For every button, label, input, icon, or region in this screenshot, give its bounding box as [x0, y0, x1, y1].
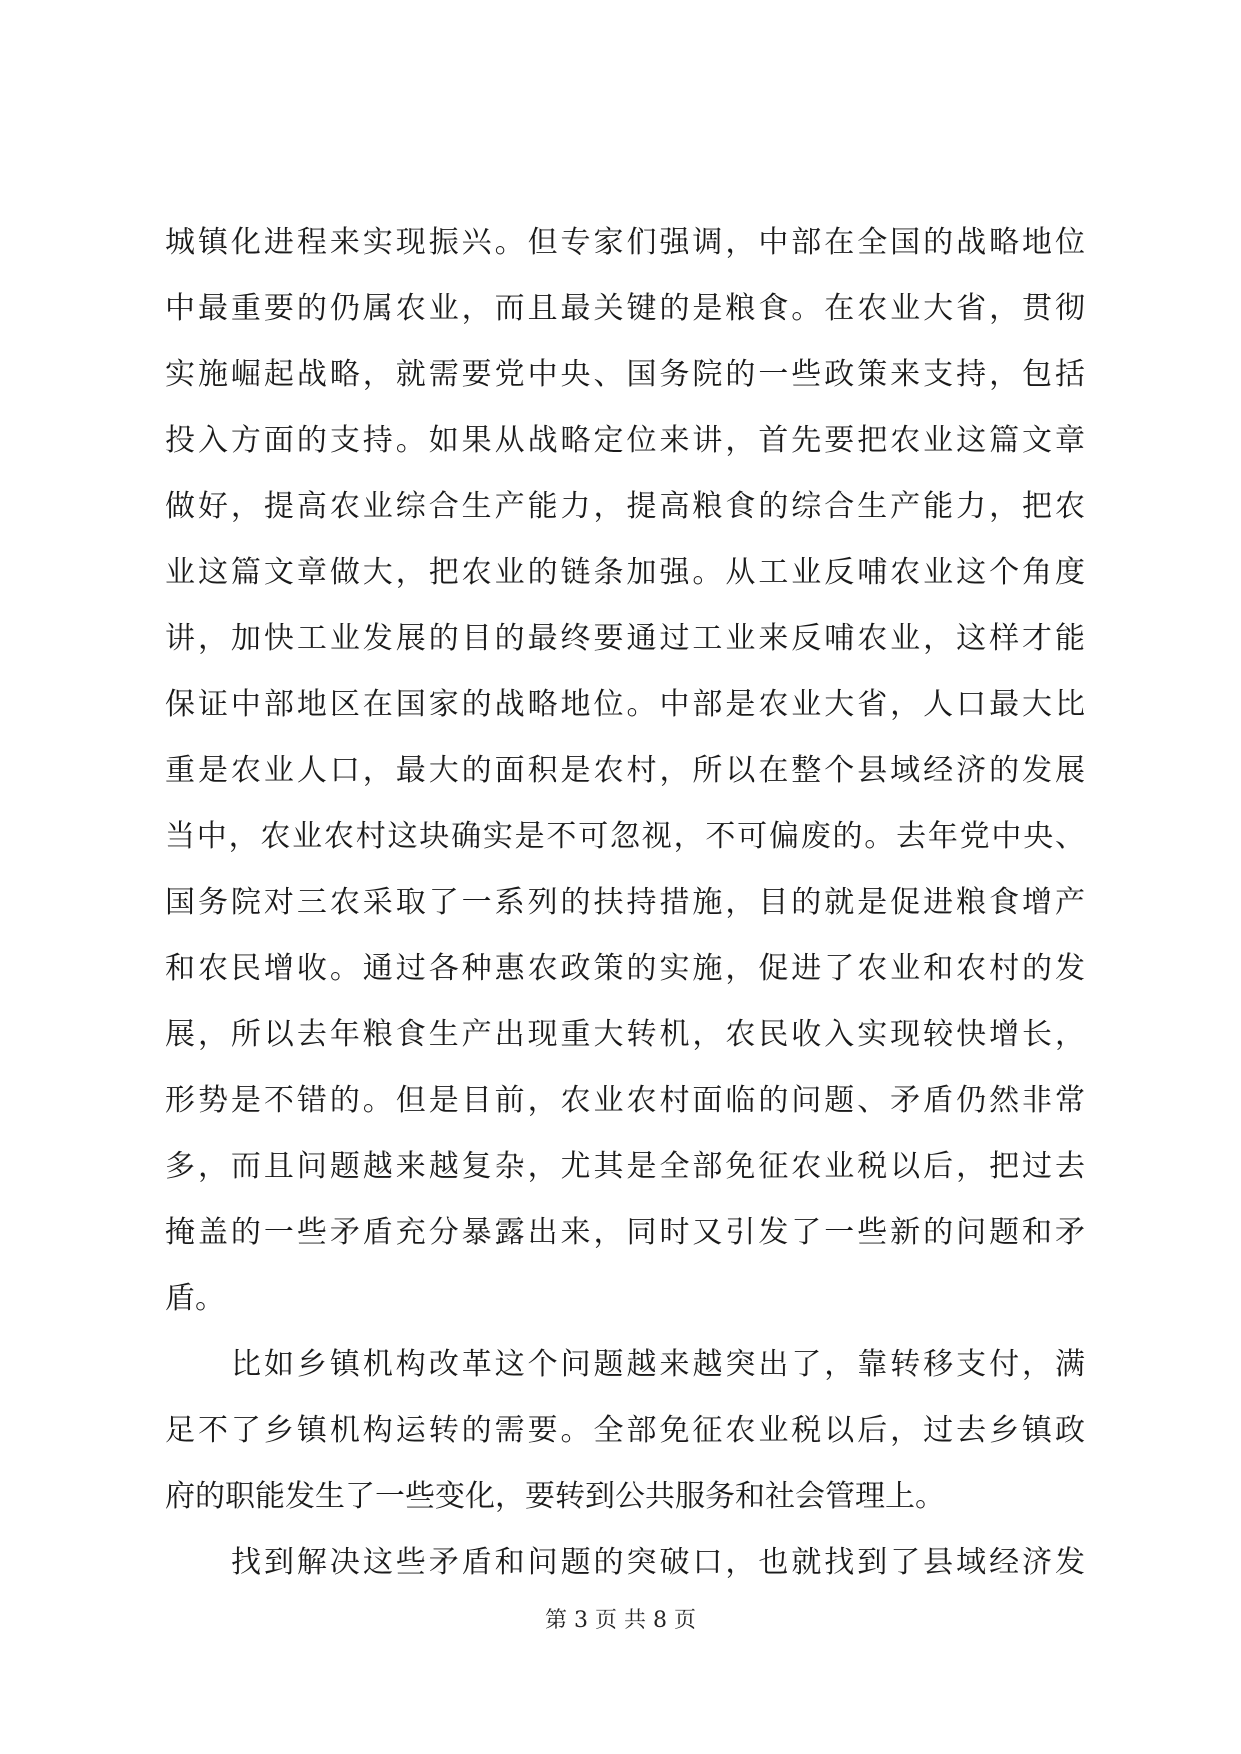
text-line: 中最重要的仍属农业，而且最关键的是粮食。在农业大省，贯彻	[165, 291, 1085, 326]
text-line: 保证中部地区在国家的战略地位。中部是农业大省，人口最大比	[165, 687, 1085, 722]
text-line: 掩盖的一些矛盾充分暴露出来，同时又引发了一些新的问题和矛	[165, 1215, 1085, 1250]
body-text	[165, 210, 1085, 1596]
text-line: 城镇化进程来实现振兴。但专家们强调，中部在全国的战略地位	[165, 225, 1085, 260]
text-line: 府的职能发生了一些变化，要转到公共服务和社会管理上。	[165, 1479, 945, 1514]
text-line: 形势是不错的。但是目前，农业农村面临的问题、矛盾仍然非常	[165, 1083, 1085, 1118]
text-line: 盾。	[165, 1281, 225, 1316]
text-line: 投入方面的支持。如果从战略定位来讲，首先要把农业这篇文章	[165, 423, 1085, 458]
text-line: 做好，提高农业综合生产能力，提高粮食的综合生产能力，把农	[165, 489, 1085, 524]
text-line: 和农民增收。通过各种惠农政策的实施，促进了农业和农村的发	[165, 951, 1085, 986]
text-line: 当中，农业农村这块确实是不可忽视，不可偏废的。去年党中央、	[165, 819, 1085, 854]
page-number-label: 第 3 页 共 8 页	[545, 1608, 696, 1633]
text-line: 国务院对三农采取了一系列的扶持措施，目的就是促进粮食增产	[165, 885, 1085, 920]
text-line: 重是农业人口，最大的面积是农村，所以在整个县域经济的发展	[165, 753, 1085, 788]
page-footer	[0, 1606, 1241, 1636]
text-line: 找到解决这些矛盾和问题的突破口，也就找到了县域经济发	[231, 1545, 1085, 1580]
text-line: 业这篇文章做大，把农业的链条加强。从工业反哺农业这个角度	[165, 555, 1085, 590]
text-line: 实施崛起战略，就需要党中央、国务院的一些政策来支持，包括	[165, 357, 1085, 392]
text-line: 讲，加快工业发展的目的最终要通过工业来反哺农业，这样才能	[165, 621, 1085, 656]
text-line: 多，而且问题越来越复杂，尤其是全部免征农业税以后，把过去	[165, 1149, 1085, 1184]
text-line: 足不了乡镇机构运转的需要。全部免征农业税以后，过去乡镇政	[165, 1413, 1085, 1448]
text-line: 比如乡镇机构改革这个问题越来越突出了，靠转移支付，满	[231, 1347, 1085, 1382]
text-line: 展，所以去年粮食生产出现重大转机，农民收入实现较快增长，	[165, 1017, 1085, 1052]
